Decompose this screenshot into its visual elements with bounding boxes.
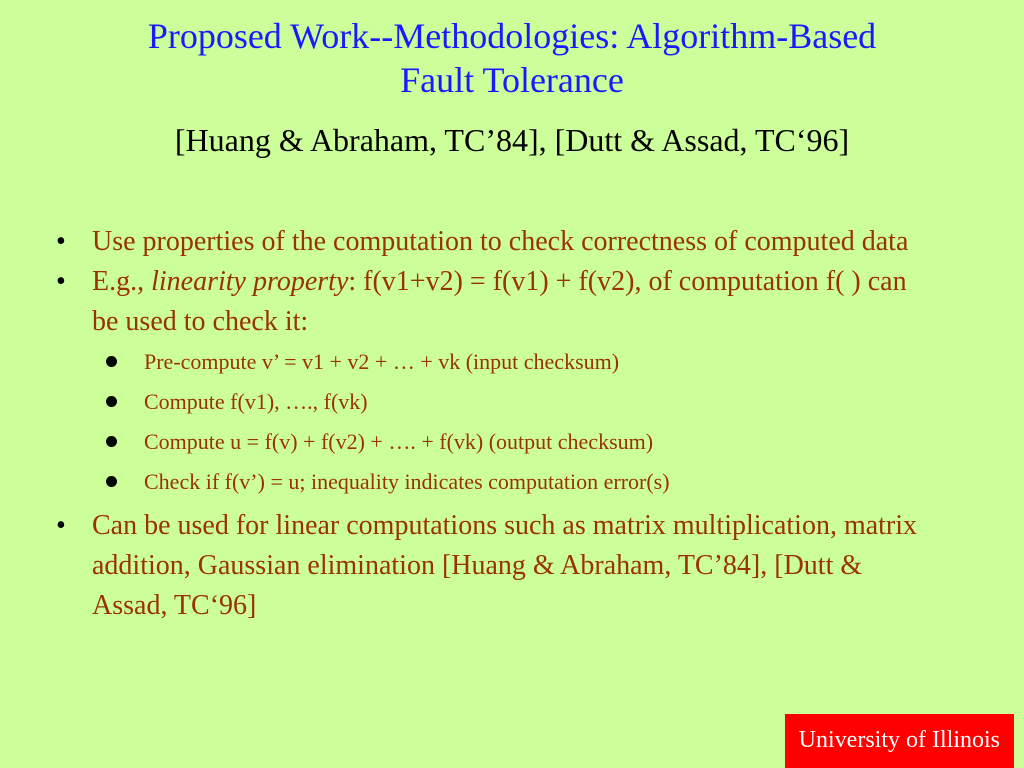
- bullet-icon: •: [56, 510, 66, 541]
- bullet-item-2: [56, 262, 936, 342]
- bullet-text: Can be used for linear computations such as matrix multiplication, matrix addition, Gaussian elimination [Huang & Abraham, TC’84], [Dutt & Assad, TC‘96]: [92, 510, 918, 621]
- bullet-text: Use properties of the computation to check correctness of computed data: [92, 226, 909, 257]
- sub-bullet-dot-icon: [106, 476, 117, 487]
- sub-bullet-item-1: [100, 342, 936, 382]
- sub-bullet-text: Check if f(v’) = u; inequality indicates computation error(s): [144, 469, 670, 494]
- sub-bullet-dot-icon: [106, 436, 117, 447]
- bullet-text-emphasis: linearity property: [151, 266, 349, 297]
- bullet-icon: •: [56, 226, 66, 257]
- sub-bullet-text: Pre-compute v’ = v1 + v2 + … + vk (input checksum): [144, 349, 620, 374]
- sub-bullet-text: Compute u = f(v) + f(v2) + …. + f(vk) (output checksum): [144, 429, 654, 454]
- slide-title-line-2: Fault Tolerance: [400, 60, 624, 100]
- sub-bullet-item-3: [100, 422, 936, 462]
- sub-bullet-dot-icon: [106, 356, 117, 367]
- bullet-item-1: [56, 222, 936, 262]
- sub-bullet-item-4: [100, 462, 936, 502]
- bullet-text-prefix: E.g.,: [92, 266, 152, 297]
- bullet-item-3: [56, 506, 936, 626]
- sub-bullet-list: [56, 342, 936, 502]
- sub-list-container: [56, 342, 936, 502]
- slide-subtitle: [Huang & Abraham, TC’84], [Dutt & Assad, TC‘96]: [174, 122, 850, 158]
- slide-title: [40, 14, 984, 102]
- footer-badge: University of Illinois: [785, 714, 1014, 768]
- sub-bullet-dot-icon: [106, 396, 117, 407]
- bullet-text-suffix: : f(v1+v2) = f(v1) + f(v2), of computation f( ) can be used to check it:: [92, 266, 907, 337]
- bullet-icon: •: [56, 266, 66, 297]
- bullet-list: [56, 222, 936, 626]
- sub-bullet-item-2: [100, 382, 936, 422]
- sub-bullet-text: Compute f(v1), …., f(vk): [144, 389, 368, 414]
- slide-title-line-1: Proposed Work--Methodologies: Algorithm-Based: [147, 16, 877, 56]
